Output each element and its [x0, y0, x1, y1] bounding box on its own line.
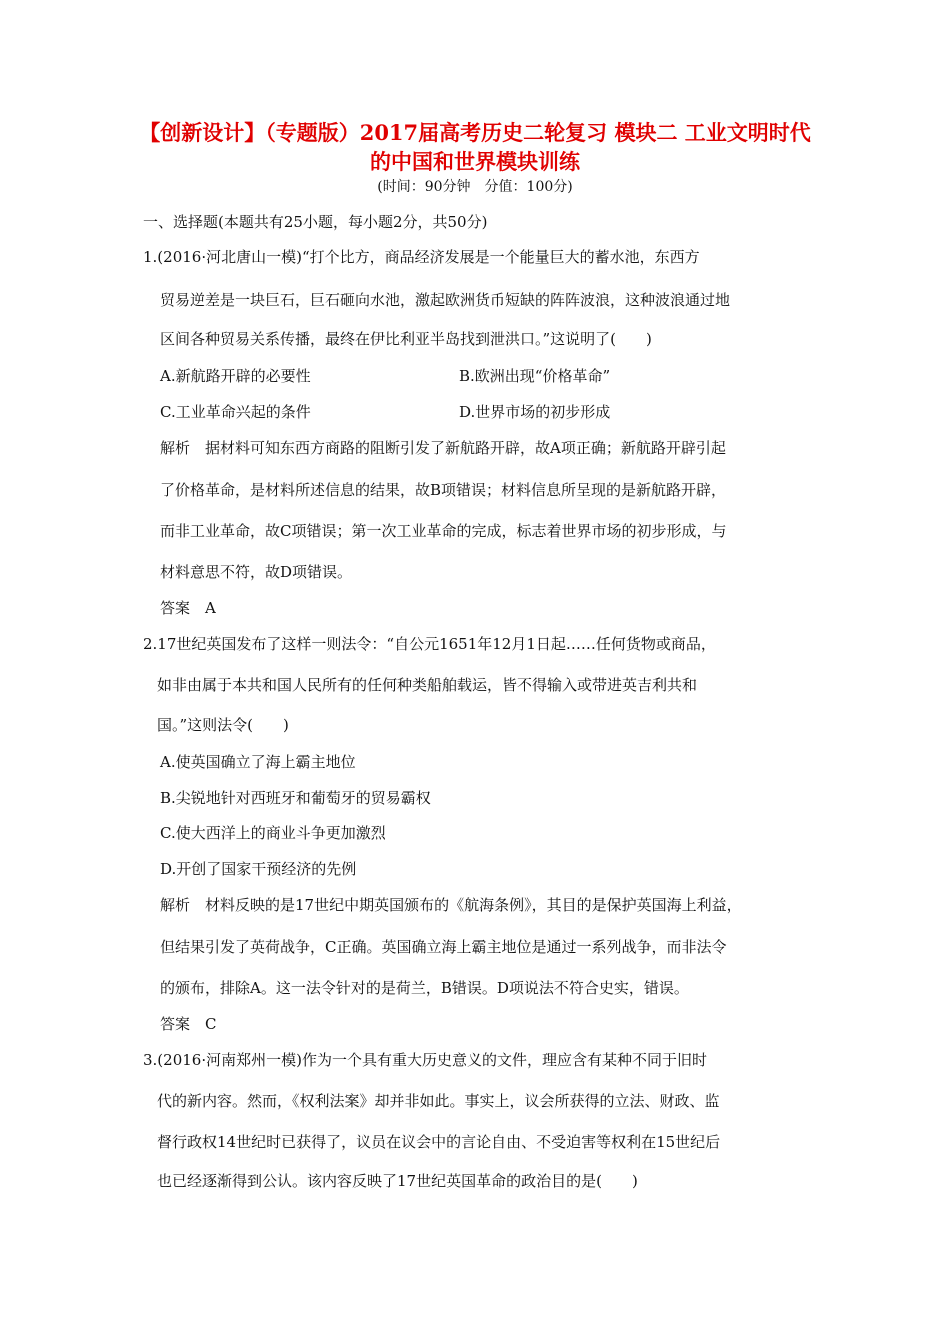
question-1-option-b: B.欧洲出现“价格革命” [459, 367, 611, 385]
question-2-option-b: B.尖锐地针对西班牙和葡萄牙的贸易霸权 [160, 789, 431, 807]
question-2-option-a: A.使英国确立了海上霸主地位 [160, 753, 356, 771]
question-1-option-c: C.工业革命兴起的条件 [160, 403, 311, 421]
question-1-option-a: A.新航路开辟的必要性 [160, 367, 311, 385]
document-title: 【创新设计】（专题版）2017届高考历史二轮复习 模块二 工业文明时代的中国和世界模块训练 [139, 120, 811, 174]
question-2-stem-line: 2.17世纪英国发布了这样一则法令：“自公元1651年12月1日起……任何货物或商品， [143, 635, 716, 653]
question-1-analysis-line: 了价格革命，是材料所述信息的结果，故B项错误；材料信息所呈现的是新航路开辟， [160, 481, 727, 499]
section-heading: 一、选择题(本题共有25小题，每小题2分，共50分) [143, 213, 488, 231]
question-1-analysis-line: 解析 据材料可知东西方商路的阻断引发了新航路开辟，故A项正确；新航路开辟引起 [160, 439, 726, 457]
question-1-stem-line: 区间各种贸易关系传播，最终在伊比利亚半岛找到泄洪口。”这说明了( ) [160, 330, 652, 348]
question-3-stem-line: 3.(2016·河南郑州一模)作为一个具有重大历史意义的文件，理应含有某种不同于旧时 [143, 1051, 707, 1069]
question-1-stem-line: 贸易逆差是一块巨石，巨石砸向水池，激起欧洲货币短缺的阵阵波浪，这种波浪通过地 [160, 291, 731, 309]
question-1-answer: 答案 A [160, 599, 216, 617]
question-2-option-c: C.使大西洋上的商业斗争更加激烈 [160, 824, 386, 842]
question-3-stem-line: 也已经逐渐得到公认。该内容反映了17世纪英国革命的政治目的是( ) [157, 1172, 638, 1190]
question-1-stem-line: 1.(2016·河北唐山一模)“打个比方，商品经济发展是一个能量巨大的蓄水池，东西方 [143, 248, 700, 266]
question-1-analysis-line: 材料意思不符，故D项错误。 [160, 563, 353, 581]
question-2-stem-line: 国。”这则法令( ) [157, 716, 289, 734]
document-subtitle: (时间：90分钟 分值：100分) [377, 179, 573, 195]
question-1-analysis-line: 而非工业革命，故C项错误；第一次工业革命的完成，标志着世界市场的初步形成，与 [160, 522, 727, 540]
question-2-answer: 答案 C [160, 1015, 217, 1033]
question-2-analysis-line: 的颁布，排除A。这一法令针对的是荷兰，B错误。D项说法不符合史实，错误。 [160, 979, 689, 997]
question-2-stem-line: 如非由属于本共和国人民所有的任何种类船舶载运，皆不得输入或带进英吉利共和 [157, 676, 698, 694]
question-2-option-d: D.开创了国家干预经济的先例 [160, 860, 357, 878]
question-2-analysis-line: 解析 材料反映的是17世纪中期英国颁布的《航海条例》，其目的是保护英国海上利益， [160, 896, 742, 914]
question-2-analysis-line: 但结果引发了英荷战争，C正确。英国确立海上霸主地位是通过一系列战争，而非法令 [160, 938, 727, 956]
question-1-option-d: D.世界市场的初步形成 [459, 403, 611, 421]
question-3-stem-line: 代的新内容。然而，《权利法案》却并非如此。事实上，议会所获得的立法、财政、监 [157, 1092, 720, 1110]
question-3-stem-line: 督行政权14世纪时已获得了，议员在议会中的言论自由、不受迫害等权利在15世纪后 [157, 1133, 721, 1151]
